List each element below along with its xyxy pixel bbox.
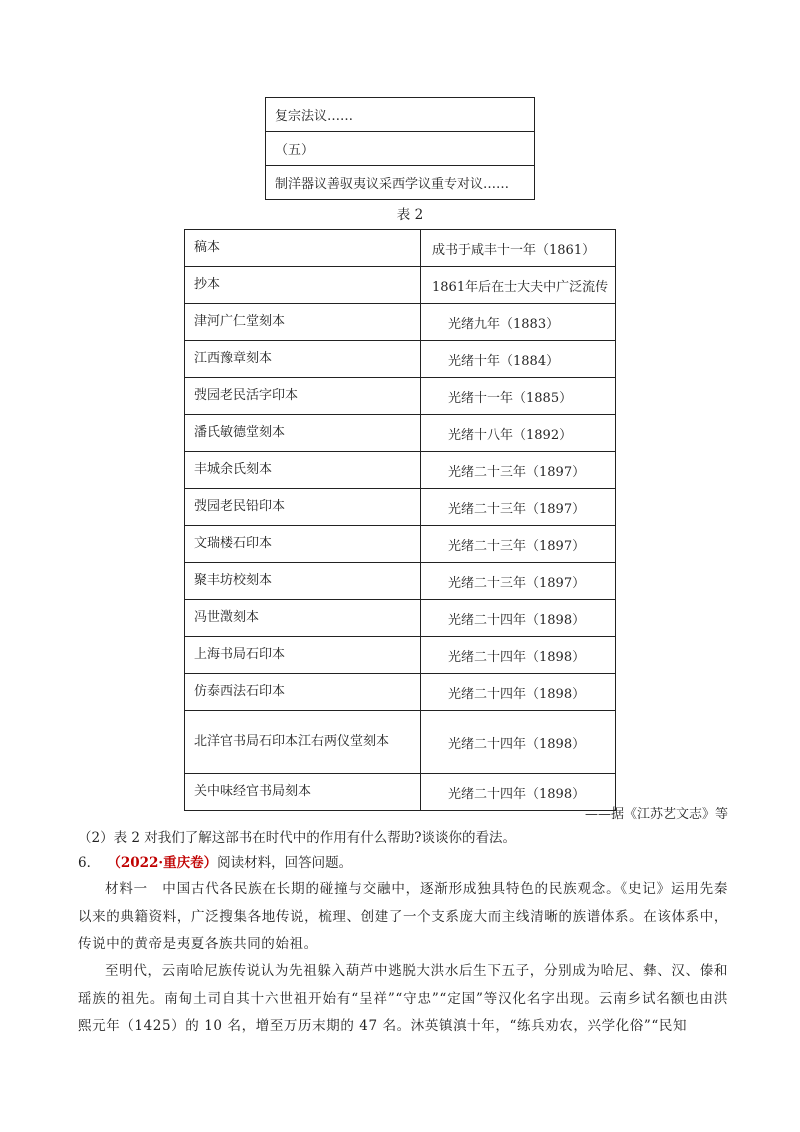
top-table-row (266, 98, 535, 132)
edition-cell: 弢园老民活字印本 (185, 378, 421, 415)
top-table-cell: 复宗法议…… (266, 98, 535, 132)
edition-cell: 仿泰西法石印本 (185, 674, 421, 711)
edition-cell: 关中味经官书局刻本 (185, 774, 421, 811)
table-row (185, 267, 616, 304)
date-cell: 光绪二十四年（1898） (421, 637, 616, 674)
date-cell: 光绪二十四年（1898） (421, 774, 616, 811)
material-1-paragraph-2: 至明代，云南哈尼族传说认为先祖躲入葫芦中逃脱大洪水后生下五子，分别成为哈尼、彝、汉、傣和瑶族的祖先。南甸土司自其十六世祖开始有“呈祥”“守忠”“定国”等汉化名字出现。云南乡试名额也由洪熙元年（1425）的 10 名，增至万历末期的 47 名。沐英镇滇十年，“练兵劝农，兴学化俗”“民知 (78, 963, 728, 1034)
edition-cell: 聚丰坊校刻本 (185, 563, 421, 600)
table-row (185, 563, 616, 600)
table-row (185, 415, 616, 452)
date-cell: 光绪十一年（1885） (421, 378, 616, 415)
question-6-heading (78, 851, 352, 871)
edition-cell: 丰城余氏刻本 (185, 452, 421, 489)
date-cell: 光绪二十四年（1898） (421, 674, 616, 711)
table-caption: 表 2 (396, 207, 424, 223)
continued-table (265, 97, 535, 200)
editions-table (184, 229, 616, 811)
edition-cell: 潘氏敏德堂刻本 (185, 415, 421, 452)
edition-cell: 稿本 (185, 230, 421, 267)
question-number: 6． (78, 855, 101, 871)
top-table-cell: 制洋器议善驭夷议采西学议重专对议…… (266, 166, 535, 200)
edition-cell: 冯世澂刻本 (185, 600, 421, 637)
top-table-row (266, 132, 535, 166)
question-2: （2）表 2 对我们了解这部书在时代中的作用有什么帮助?谈谈你的看法。 (78, 830, 516, 846)
edition-cell: 弢园老民铅印本 (185, 489, 421, 526)
edition-cell: 上海书局石印本 (185, 637, 421, 674)
date-cell: 1861年后在士大夫中广泛流传 (421, 267, 616, 304)
date-cell: 光绪二十三年（1897） (421, 489, 616, 526)
date-cell: 光绪十八年（1892） (421, 415, 616, 452)
date-cell: 成书于咸丰十一年（1861） (421, 230, 616, 267)
edition-cell: 抄本 (185, 267, 421, 304)
material-1-paragraph: 材料一 中国古代各民族在长期的碰撞与交融中，逐渐形成独具特色的民族观念。《史记》运用先秦以来的典籍资料，广泛搜集各地传说，梳理、创建了一个支系庞大而主线清晰的族谱体系。在该体系中，传说中的黄帝是夷夏各族共同的始祖。 (78, 881, 728, 952)
table-row (185, 230, 616, 267)
table-row (185, 774, 616, 811)
edition-cell: 北洋官书局石印本江右两仪堂刻本 (185, 711, 421, 774)
instruction: 阅读材料，回答问题。 (217, 855, 353, 871)
source-tag: （2022·重庆卷） (114, 855, 218, 871)
table-row (185, 711, 616, 774)
date-cell: 光绪九年（1883） (421, 304, 616, 341)
table-row (185, 489, 616, 526)
table-row (185, 637, 616, 674)
edition-cell: 文瑞楼石印本 (185, 526, 421, 563)
top-table-cell: （五） (266, 132, 535, 166)
edition-cell: 津河广仁堂刻本 (185, 304, 421, 341)
date-cell: 光绪二十三年（1897） (421, 526, 616, 563)
date-cell: 光绪二十四年（1898） (421, 600, 616, 637)
table-row (185, 341, 616, 378)
table-row (185, 600, 616, 637)
table-row (185, 526, 616, 563)
date-cell: 光绪十年（1884） (421, 341, 616, 378)
date-cell: 光绪二十四年（1898） (421, 711, 616, 774)
source-citation: ——据《江苏艺文志》等 (584, 807, 728, 822)
table-row (185, 378, 616, 415)
date-cell: 光绪二十三年（1897） (421, 563, 616, 600)
table-row (185, 452, 616, 489)
table-row (185, 674, 616, 711)
table-row (185, 304, 616, 341)
date-cell: 光绪二十三年（1897） (421, 452, 616, 489)
edition-cell: 江西豫章刻本 (185, 341, 421, 378)
top-table-row (266, 166, 535, 200)
